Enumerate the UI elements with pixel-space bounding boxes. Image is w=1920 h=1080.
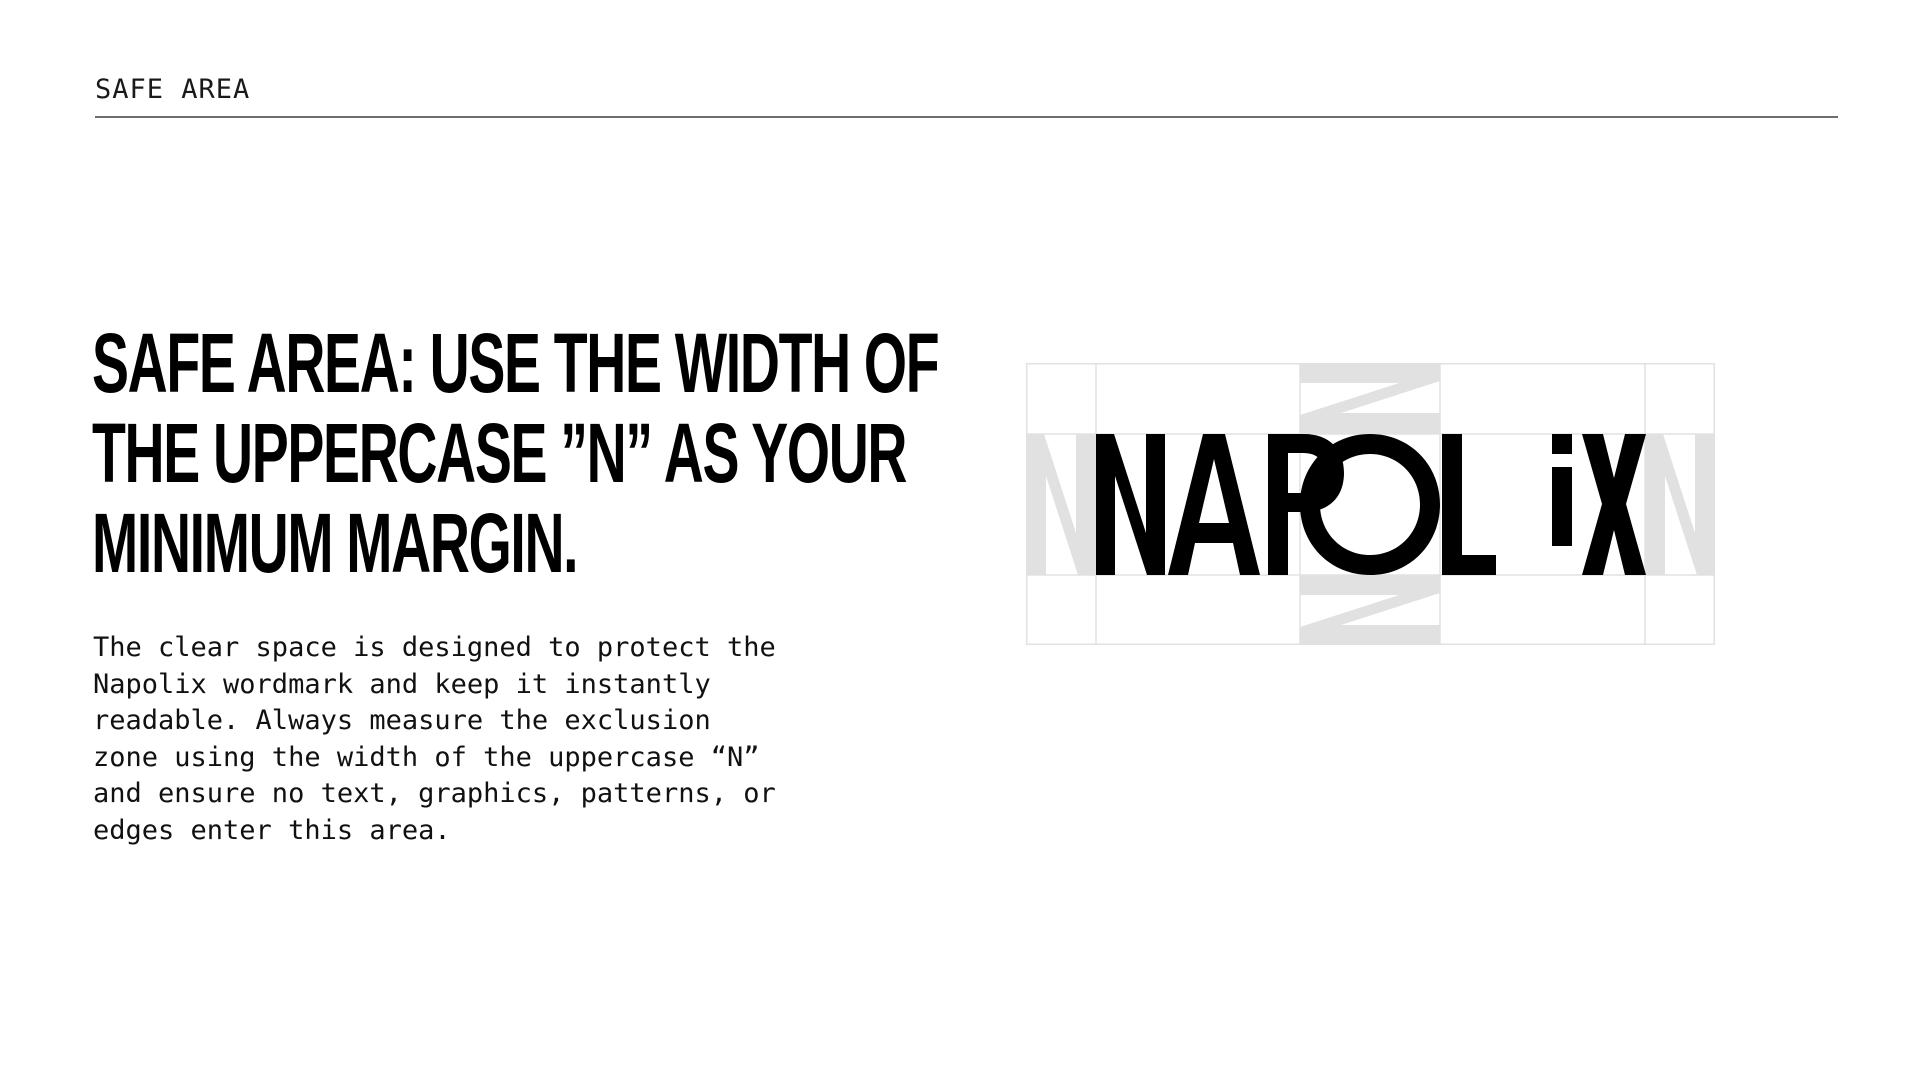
wordmark-letter-x	[1582, 434, 1646, 575]
guide-n-bottom	[1300, 575, 1440, 645]
wordmark-letter-i-dot	[1552, 434, 1572, 454]
section-label: SAFE AREA	[95, 74, 251, 105]
body-paragraph: The clear space is designed to protect the Napolix wordmark and keep it instantly readable. Always measure the exclusion zone using the width of the uppercase “N” and ensure no text, graphics, patterns, or edges enter this area.	[93, 632, 776, 846]
headline-line-1: SAFE AREA: USE THE WIDTH OF	[92, 316, 939, 410]
wordmark-letter-n	[1096, 434, 1165, 575]
napolix-wordmark	[1096, 434, 1646, 575]
guide-n-top	[1300, 363, 1440, 434]
wordmark-letter-l	[1442, 434, 1496, 575]
safe-area-diagram-svg	[1026, 363, 1715, 645]
guide-n-right	[1645, 434, 1715, 575]
guide-n-left	[1026, 434, 1096, 575]
wordmark-letter-i-stem	[1552, 467, 1572, 546]
page-headline	[92, 316, 939, 590]
section-divider	[95, 116, 1838, 118]
headline-line-2: THE UPPERCASE ”N” AS YOUR	[92, 406, 907, 500]
headline-line-3: MINIMUM MARGIN.	[92, 496, 578, 590]
wordmark-letter-a	[1168, 434, 1260, 575]
safe-area-diagram	[1026, 363, 1715, 645]
